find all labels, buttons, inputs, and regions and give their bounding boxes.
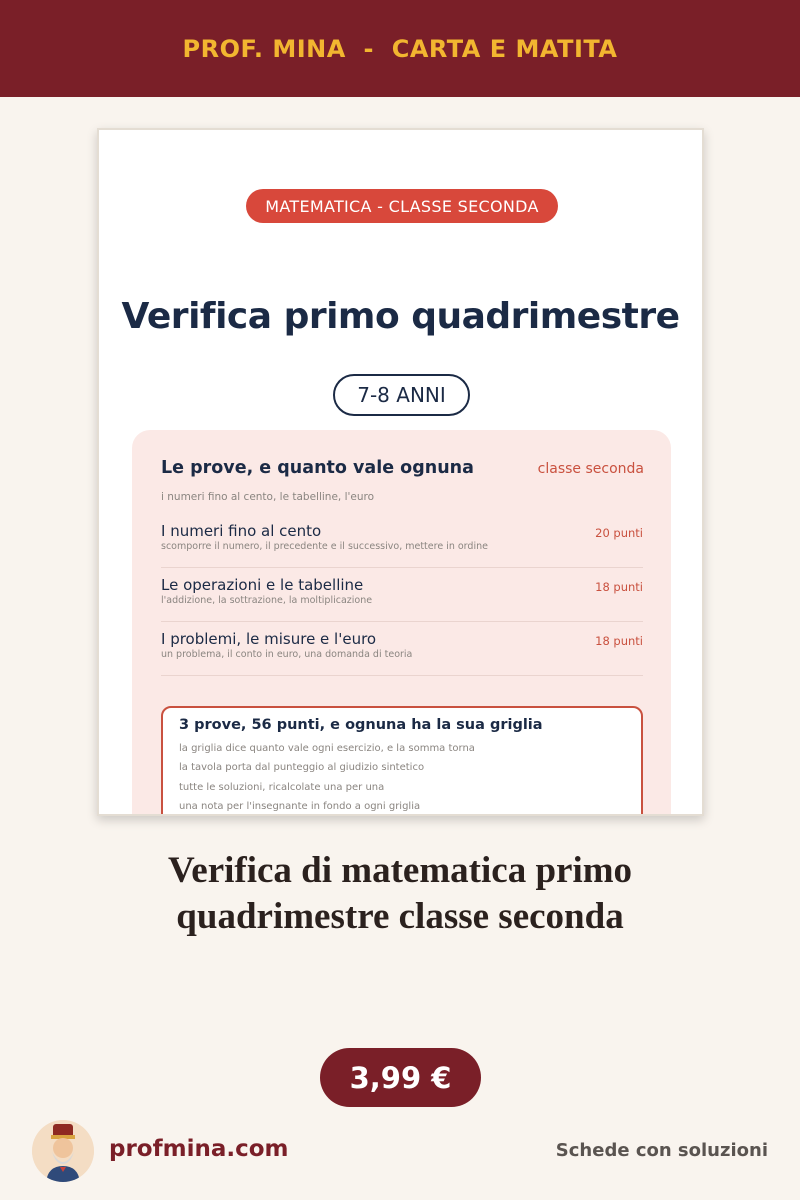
tests-panel bbox=[132, 430, 671, 816]
teacher-avatar-icon bbox=[32, 1120, 94, 1182]
summary-line: la griglia dice quanto vale ogni esercizio, e la somma torna bbox=[179, 743, 475, 754]
teacher-avatar-icon-graphic bbox=[32, 1120, 94, 1182]
age-badge: 7-8 ANNI bbox=[333, 374, 470, 416]
test-points: 18 punti bbox=[595, 634, 643, 648]
summary-line: la tavola porta dal punteggio al giudizio sintetico bbox=[179, 762, 425, 773]
test-name: Le operazioni e le tabelline bbox=[161, 576, 364, 594]
test-name: I numeri fino al cento bbox=[161, 522, 322, 540]
test-points: 20 punti bbox=[595, 526, 643, 540]
test-description: l'addizione, la sottrazione, la moltiplicazione bbox=[161, 595, 373, 606]
summary-box bbox=[161, 706, 643, 816]
panel-header bbox=[161, 458, 644, 478]
panel-subtitle: i numeri fino al cento, le tabelline, l'euro bbox=[161, 491, 375, 503]
test-row bbox=[161, 568, 643, 622]
panel-tag: classe seconda bbox=[537, 461, 644, 477]
product-title: Verifica di matematica primo quadrimestre classe seconda bbox=[167, 850, 633, 937]
test-points: 18 punti bbox=[595, 580, 643, 594]
test-description: un problema, il conto in euro, una domanda di teoria bbox=[161, 649, 413, 660]
test-row bbox=[161, 622, 643, 676]
panel-title: Le prove, e quanto vale ognuna bbox=[161, 458, 474, 478]
footer-tagline: Schede con soluzioni bbox=[555, 1140, 768, 1161]
test-name: I problemi, le misure e l'euro bbox=[161, 630, 377, 648]
banner-title: PROF. MINA - CARTA E MATITA bbox=[182, 34, 618, 63]
summary-line: tutte le soluzioni, ricalcolate una per una bbox=[179, 782, 385, 793]
worksheet-preview[interactable] bbox=[97, 128, 704, 816]
summary-title: 3 prove, 56 punti, e ognuna ha la sua griglia bbox=[179, 717, 543, 733]
worksheet-title: Verifica primo quadrimestre bbox=[121, 296, 680, 337]
test-row bbox=[161, 514, 643, 568]
top-banner bbox=[0, 0, 800, 97]
summary-line: una nota per l'insegnante in fondo a ogni griglia bbox=[179, 801, 421, 812]
test-description: scomporre il numero, il precedente e il successivo, mettere in ordine bbox=[161, 541, 488, 552]
price-button[interactable]: 3,99 € bbox=[320, 1048, 481, 1107]
site-link[interactable]: profmina.com bbox=[109, 1136, 289, 1162]
subject-badge: MATEMATICA - CLASSE SECONDA bbox=[246, 189, 558, 223]
